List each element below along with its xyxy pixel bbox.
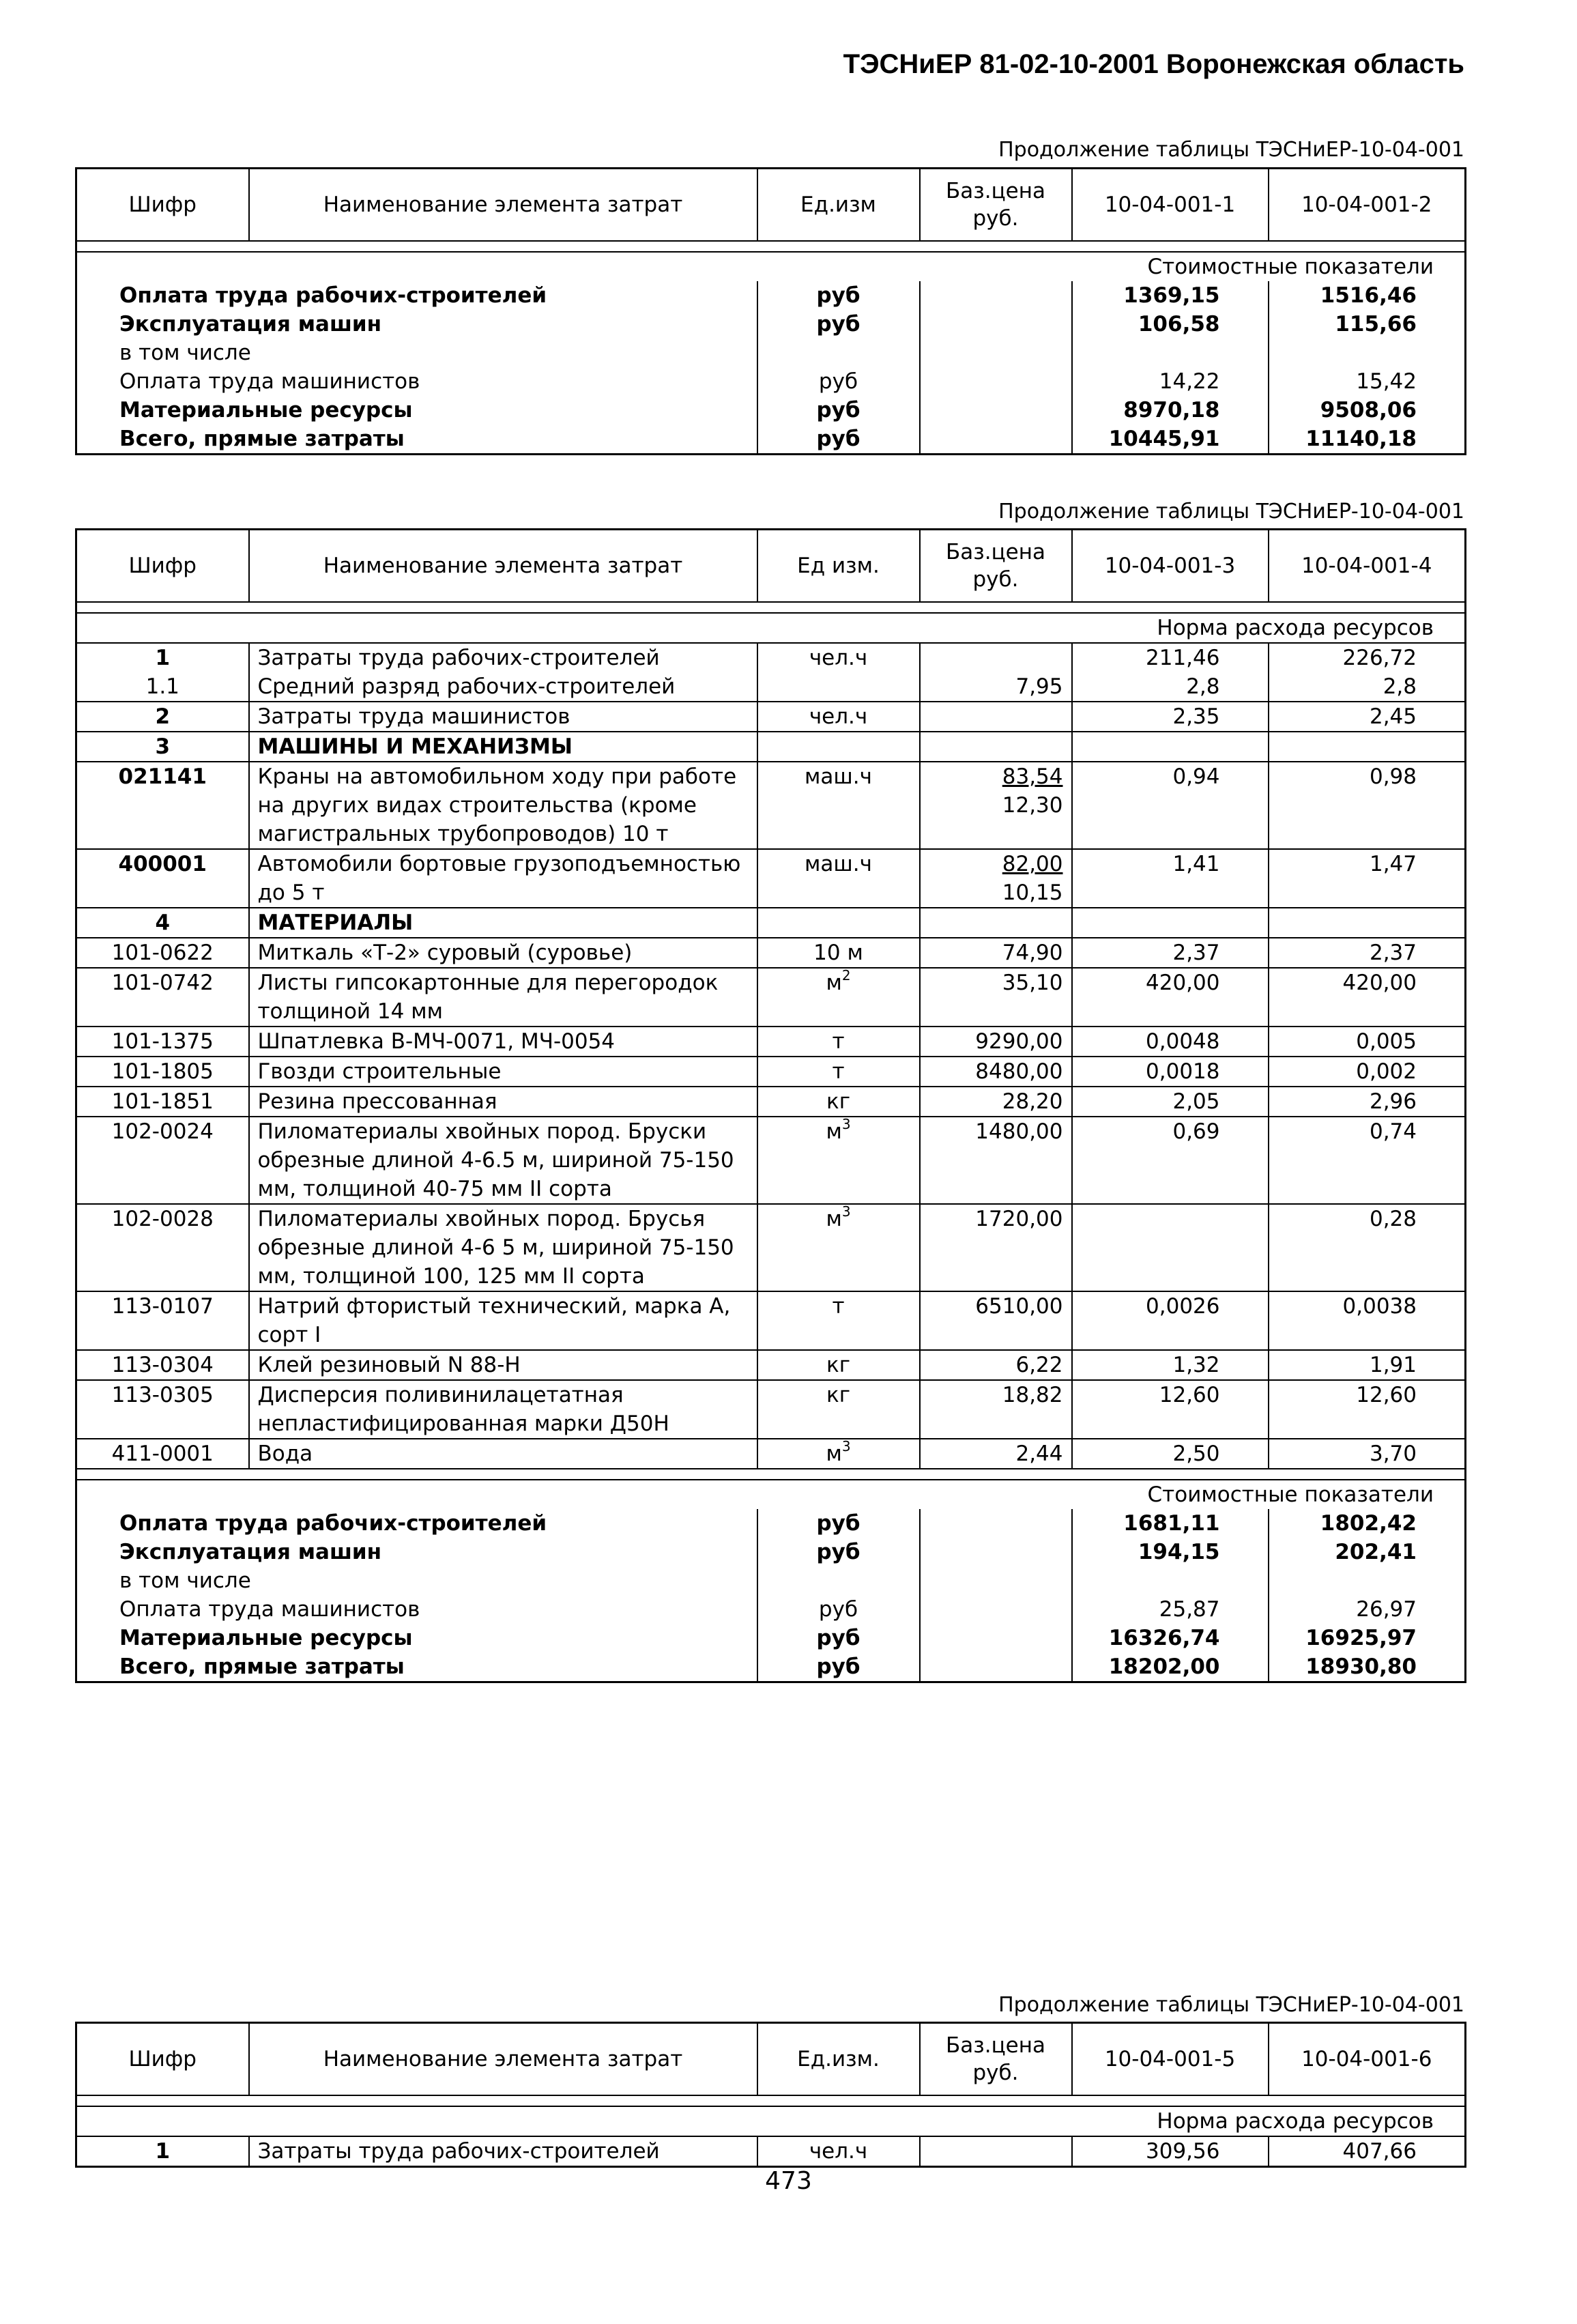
cost-row (76, 425, 1466, 455)
cost-value-2: 1516,46 (1269, 281, 1466, 310)
resource-code: 3 (76, 732, 249, 762)
cost-value-1: 106,58 (1072, 310, 1269, 339)
resource-code: 101-1805 (76, 1057, 249, 1087)
resource-unit: т (757, 1027, 920, 1057)
cost-value-2: 1802,42 (1269, 1509, 1466, 1538)
resource-value-1: 420,00 (1072, 968, 1269, 1027)
resource-value-1: 0,0048 (1072, 1027, 1269, 1057)
resource-value-1: 0,69 (1072, 1117, 1269, 1204)
resource-value-2: 0,98 (1269, 762, 1466, 849)
resource-price (920, 849, 1072, 908)
continuation-caption-3: Продолжение таблицы ТЭСНиЕР-10-04-001 (998, 1993, 1464, 2017)
resource-row (76, 2136, 1466, 2167)
resource-row (76, 1204, 1466, 1291)
resource-code: 113-0107 (76, 1291, 249, 1350)
cost-name: Материальные ресурсы (119, 1625, 413, 1650)
header-col-5: 10-04-001-5 (1072, 2023, 1269, 2095)
cost-value-1: 25,87 (1072, 1595, 1269, 1624)
cost-unit: руб (757, 425, 920, 455)
section-label: Стоимостные показатели (76, 1480, 1466, 1509)
cost-value-1: 194,15 (1072, 1538, 1269, 1566)
resource-value-1: 0,0026 (1072, 1291, 1269, 1350)
cost-name: Оплата труда рабочих-строителей (119, 1510, 547, 1536)
resource-code: 113-0305 (76, 1380, 249, 1439)
header-price: Баз.цена руб. (920, 2023, 1072, 2095)
resource-value-2: 1,47 (1269, 849, 1466, 908)
resource-value-1: 2,05 (1072, 1087, 1269, 1117)
cost-name: Оплата труда машинистов (119, 1596, 420, 1622)
cost-unit: руб (757, 396, 920, 425)
resource-value-1 (1072, 1204, 1269, 1291)
resource-row (76, 968, 1466, 1027)
resource-name: Средний разряд рабочих-строителей (249, 672, 757, 702)
resource-name: Пиломатериалы хвойных пород. Бруски обрезные длиной 4-6.5 м, шириной 75-150 мм, толщиной 40-75 мм II сорта (249, 1117, 757, 1204)
resource-name: Миткаль «Т-2» суровый (суровье) (249, 938, 757, 968)
resource-value-1: 2,35 (1072, 702, 1269, 732)
header-price: Баз.цена руб. (920, 169, 1072, 241)
resource-row (76, 762, 1466, 849)
resource-value-1: 211,46 (1072, 643, 1269, 672)
resource-row (76, 849, 1466, 908)
cost-unit: руб (757, 1538, 920, 1566)
resource-table-2 (75, 528, 1466, 1683)
resource-unit (757, 672, 920, 702)
cost-row (76, 1566, 1466, 1595)
cost-unit: руб (757, 1509, 920, 1538)
resource-table-3 (75, 2022, 1466, 2168)
resource-value-2: 0,28 (1269, 1204, 1466, 1291)
price-wage: 12,30 (1002, 792, 1063, 818)
cost-value-2: 15,42 (1269, 367, 1466, 396)
resource-value-2: 2,37 (1269, 938, 1466, 968)
resource-price: 6510,00 (920, 1291, 1072, 1350)
cost-row (76, 396, 1466, 425)
cost-value-2: 26,97 (1269, 1595, 1466, 1624)
cost-name: Всего, прямые затраты (119, 1654, 405, 1679)
unit-exponent: 2 (841, 966, 851, 984)
resource-row (76, 702, 1466, 732)
header-col-6: 10-04-001-6 (1269, 2023, 1466, 2095)
resource-row (76, 643, 1466, 672)
resource-value-2: 2,96 (1269, 1087, 1466, 1117)
resource-value-1: 2,50 (1072, 1439, 1269, 1469)
resource-code: 102-0024 (76, 1117, 249, 1204)
resource-code: 1.1 (145, 674, 179, 699)
cost-name: Эксплуатация машин (119, 1539, 382, 1564)
resource-unit (757, 732, 920, 762)
resource-name: МАТЕРИАЛЫ (249, 908, 757, 938)
resource-value-2: 2,8 (1269, 672, 1466, 702)
resource-price (920, 702, 1072, 732)
unit-exponent: 3 (841, 1203, 851, 1220)
cost-value-1: 1681,11 (1072, 1509, 1269, 1538)
cost-name: Оплата труда рабочих-строителей (119, 283, 547, 308)
cost-value-2 (1269, 339, 1466, 367)
section-label: Норма расхода ресурсов (76, 613, 1466, 643)
unit-exponent: 3 (841, 1437, 851, 1454)
cost-value-1: 8970,18 (1072, 396, 1269, 425)
header-col-3: 10-04-001-3 (1072, 530, 1269, 602)
resource-value-2: 407,66 (1269, 2136, 1466, 2167)
resource-row (76, 1291, 1466, 1350)
resource-name: Листы гипсокартонные для перегородок толщиной 14 мм (249, 968, 757, 1027)
header-code: Шифр (76, 2023, 249, 2095)
cost-table-1 (75, 167, 1466, 455)
resource-name: Автомобили бортовые грузоподъемностью до 5 т (249, 849, 757, 908)
resource-unit: $м^3$ (757, 1117, 920, 1204)
resource-value-2: 0,74 (1269, 1117, 1466, 1204)
cost-price-empty (920, 1595, 1072, 1624)
cost-price-empty (920, 396, 1072, 425)
resource-price: 74,90 (920, 938, 1072, 968)
cost-unit: руб (757, 1595, 920, 1624)
cost-unit: руб (757, 1624, 920, 1652)
resource-name: Натрий фтористый технический, марка А, сорт I (249, 1291, 757, 1350)
resource-price (920, 908, 1072, 938)
resource-value-2: 0,002 (1269, 1057, 1466, 1087)
resource-price (920, 2136, 1072, 2167)
cost-name: Всего, прямые затраты (119, 426, 405, 451)
header-name: Наименование элемента затрат (249, 169, 757, 241)
resource-price: 8480,00 (920, 1057, 1072, 1087)
resource-unit: $м^3$ (757, 1439, 920, 1469)
resource-row (76, 1087, 1466, 1117)
cost-price-empty (920, 1566, 1072, 1595)
cost-row (76, 1595, 1466, 1624)
resource-price: 1720,00 (920, 1204, 1072, 1291)
resource-code: 113-0304 (76, 1350, 249, 1380)
resource-name: Резина прессованная (249, 1087, 757, 1117)
cost-name: в том числе (119, 340, 251, 365)
resource-code: 2 (76, 702, 249, 732)
cost-unit (757, 339, 920, 367)
resource-code: 101-1851 (76, 1087, 249, 1117)
resource-price: 18,82 (920, 1380, 1072, 1439)
resource-unit (757, 908, 920, 938)
cost-row (76, 1624, 1466, 1652)
header-unit: Ед изм. (757, 530, 920, 602)
cost-value-1 (1072, 1566, 1269, 1595)
section-label: Норма расхода ресурсов (76, 2106, 1466, 2136)
resource-name: Шпатлевка В-МЧ-0071, МЧ-0054 (249, 1027, 757, 1057)
resource-value-2: 0,0038 (1269, 1291, 1466, 1350)
cost-row (76, 1509, 1466, 1538)
cost-price-empty (920, 339, 1072, 367)
header-col-1: 10-04-001-1 (1072, 169, 1269, 241)
cost-value-1 (1072, 339, 1269, 367)
cost-value-2: 202,41 (1269, 1538, 1466, 1566)
resource-unit: 10 м (757, 938, 920, 968)
resource-value-2: 1,91 (1269, 1350, 1466, 1380)
cost-value-2: 18930,80 (1269, 1652, 1466, 1682)
cost-unit (757, 1566, 920, 1595)
resource-price (920, 732, 1072, 762)
cost-price-empty (920, 1538, 1072, 1566)
resource-unit: т (757, 1291, 920, 1350)
resource-name: Краны на автомобильном ходу при работе на других видах строительства (кроме магистральных трубопроводов) 10 т (249, 762, 757, 849)
price-total: 82,00 (1002, 851, 1063, 876)
resource-price (920, 643, 1072, 672)
cost-value-1: 10445,91 (1072, 425, 1269, 455)
resource-name: Дисперсия поливинилацетатная непластифицированная марки Д50Н (249, 1380, 757, 1439)
resource-price: 35,10 (920, 968, 1072, 1027)
price-total: 83,54 (1002, 764, 1063, 789)
resource-row (76, 1117, 1466, 1204)
resource-value-2: 2,45 (1269, 702, 1466, 732)
page-number: 473 (765, 2167, 812, 2195)
resource-value-1: 309,56 (1072, 2136, 1269, 2167)
header-price: Баз.цена руб. (920, 530, 1072, 602)
resource-value-2: 226,72 (1269, 643, 1466, 672)
resource-value-1: 2,37 (1072, 938, 1269, 968)
resource-value-1: 1,32 (1072, 1350, 1269, 1380)
cost-price-empty (920, 1509, 1072, 1538)
cost-name: Материальные ресурсы (119, 397, 413, 422)
resource-row (76, 1439, 1466, 1469)
resource-unit: $м^3$ (757, 1204, 920, 1291)
resource-code: 102-0028 (76, 1204, 249, 1291)
resource-price (920, 762, 1072, 849)
resource-row (76, 1057, 1466, 1087)
cost-value-1: 18202,00 (1072, 1652, 1269, 1682)
document-header: ТЭСНиЕР 81-02-10-2001 Воронежская область (843, 49, 1464, 79)
resource-value-2: 12,60 (1269, 1380, 1466, 1439)
cost-row (76, 339, 1466, 367)
resource-value-2 (1269, 732, 1466, 762)
resource-price: 9290,00 (920, 1027, 1072, 1057)
cost-unit: руб (757, 367, 920, 396)
cost-value-1: 14,22 (1072, 367, 1269, 396)
resource-row (76, 938, 1466, 968)
resource-code: 411-0001 (76, 1439, 249, 1469)
resource-code: 1 (76, 643, 249, 672)
resource-unit: чел.ч (757, 702, 920, 732)
cost-value-1: 1369,15 (1072, 281, 1269, 310)
resource-row (76, 732, 1466, 762)
cost-price-empty (920, 281, 1072, 310)
resource-unit: маш.ч (757, 849, 920, 908)
resource-value-2 (1269, 908, 1466, 938)
cost-value-2: 9508,06 (1269, 396, 1466, 425)
resource-unit: кг (757, 1087, 920, 1117)
resource-value-1 (1072, 732, 1269, 762)
resource-unit: чел.ч (757, 643, 920, 672)
resource-unit: чел.ч (757, 2136, 920, 2167)
unit-exponent: 3 (841, 1115, 851, 1132)
cost-price-empty (920, 425, 1072, 455)
resource-name: Затраты труда рабочих-строителей (249, 2136, 757, 2167)
resource-unit: маш.ч (757, 762, 920, 849)
resource-row (76, 1350, 1466, 1380)
resource-code: 4 (76, 908, 249, 938)
section-label: Стоимостные показатели (76, 252, 1466, 281)
resource-name: Пиломатериалы хвойных пород. Брусья обрезные длиной 4-6 5 м, шириной 75-150 мм, толщиной 100, 125 мм II сорта (249, 1204, 757, 1291)
resource-name: Затраты труда рабочих-строителей (249, 643, 757, 672)
cost-price-empty (920, 310, 1072, 339)
cost-value-2: 115,66 (1269, 310, 1466, 339)
resource-price: 28,20 (920, 1087, 1072, 1117)
cost-price-empty (920, 1652, 1072, 1682)
cost-value-2: 16925,97 (1269, 1624, 1466, 1652)
resource-name: Вода (249, 1439, 757, 1469)
resource-value-1: 0,0018 (1072, 1057, 1269, 1087)
header-name: Наименование элемента затрат (249, 2023, 757, 2095)
cost-value-2: 11140,18 (1269, 425, 1466, 455)
cost-row (76, 310, 1466, 339)
header-code: Шифр (76, 169, 249, 241)
cost-unit: руб (757, 310, 920, 339)
resource-value-1 (1072, 908, 1269, 938)
resource-name: МАШИНЫ И МЕХАНИЗМЫ (249, 732, 757, 762)
cost-value-1: 16326,74 (1072, 1624, 1269, 1652)
cost-row (76, 281, 1466, 310)
cost-unit: руб (757, 1652, 920, 1682)
cost-price-empty (920, 367, 1072, 396)
continuation-caption-1: Продолжение таблицы ТЭСНиЕР-10-04-001 (998, 138, 1464, 162)
header-name: Наименование элемента затрат (249, 530, 757, 602)
cost-row (76, 1652, 1466, 1682)
resource-code: 400001 (76, 849, 249, 908)
header-unit: Ед.изм (757, 169, 920, 241)
cost-unit: руб (757, 281, 920, 310)
resource-name: Гвозди строительные (249, 1057, 757, 1087)
resource-price: 6,22 (920, 1350, 1072, 1380)
resource-code: 021141 (76, 762, 249, 849)
resource-value-2: 0,005 (1269, 1027, 1466, 1057)
resource-value-2: 3,70 (1269, 1439, 1466, 1469)
resource-row (76, 908, 1466, 938)
resource-unit: кг (757, 1380, 920, 1439)
resource-unit: т (757, 1057, 920, 1087)
cost-name: в том числе (119, 1568, 251, 1593)
cost-row (76, 367, 1466, 396)
header-col-4: 10-04-001-4 (1269, 530, 1466, 602)
resource-value-2: 420,00 (1269, 968, 1466, 1027)
resource-unit: кг (757, 1350, 920, 1380)
resource-value-1: 2,8 (1072, 672, 1269, 702)
header-unit: Ед.изм. (757, 2023, 920, 2095)
resource-name: Клей резиновый N 88-Н (249, 1350, 757, 1380)
resource-row (76, 672, 1466, 702)
price-wage: 10,15 (1002, 880, 1063, 905)
header-col-2: 10-04-001-2 (1269, 169, 1466, 241)
cost-name: Эксплуатация машин (119, 311, 382, 336)
cost-row (76, 1538, 1466, 1566)
resource-row (76, 1380, 1466, 1439)
resource-value-1: 0,94 (1072, 762, 1269, 849)
resource-code: 101-1375 (76, 1027, 249, 1057)
header-code: Шифр (76, 530, 249, 602)
continuation-caption-2: Продолжение таблицы ТЭСНиЕР-10-04-001 (998, 500, 1464, 523)
resource-name: Затраты труда машинистов (249, 702, 757, 732)
resource-value-1: 1,41 (1072, 849, 1269, 908)
cost-name: Оплата труда машинистов (119, 369, 420, 394)
resource-price: 1480,00 (920, 1117, 1072, 1204)
resource-code: 101-0742 (76, 968, 249, 1027)
resource-row (76, 1027, 1466, 1057)
cost-price-empty (920, 1624, 1072, 1652)
resource-price: 7,95 (920, 672, 1072, 702)
resource-price: 2,44 (920, 1439, 1072, 1469)
resource-unit: $м^2$ (757, 968, 920, 1027)
resource-value-1: 12,60 (1072, 1380, 1269, 1439)
cost-value-2 (1269, 1566, 1466, 1595)
resource-code: 1 (76, 2136, 249, 2167)
resource-code: 101-0622 (76, 938, 249, 968)
